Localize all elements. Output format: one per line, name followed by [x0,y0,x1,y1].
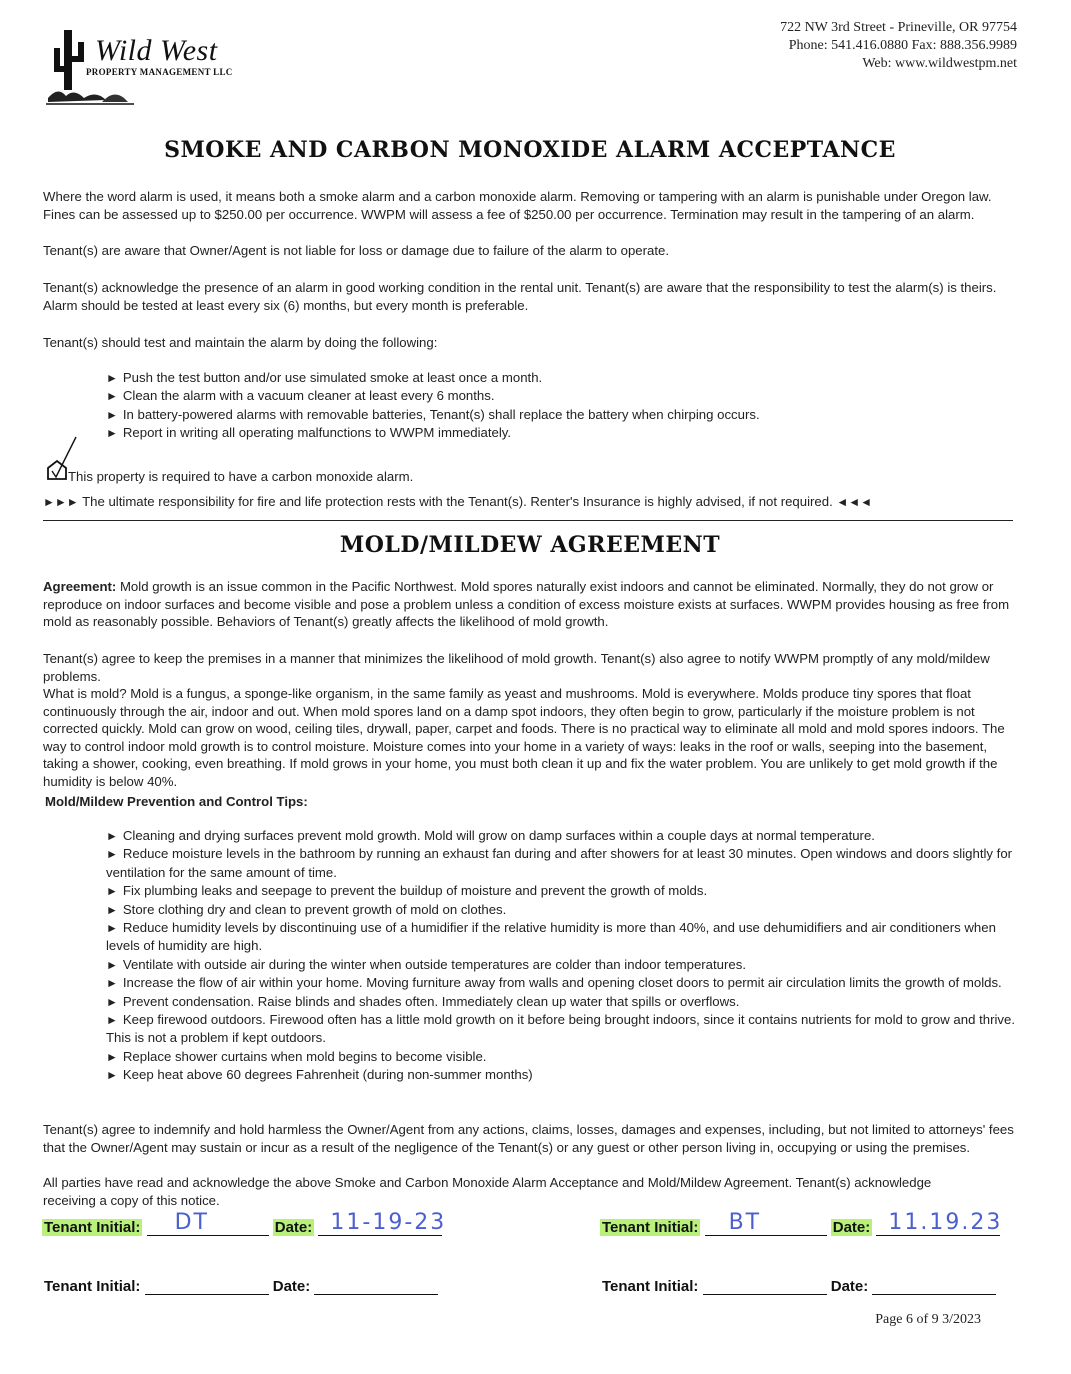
date-field[interactable] [314,1276,438,1295]
arrow-icon: ► [106,426,118,441]
date-field[interactable] [318,1210,447,1236]
list-item: ► Fix plumbing leaks and seepage to prevent the buildup of moisture and prevent the growth of molds. [106,883,708,899]
list-item: ► Reduce moisture levels in the bathroom by running an exhaust fan during and after showers for at least 30 minutes. Open windows and doors slightly for ventilation for the same amount of time. [106,846,1013,880]
list-item: ► Push the test button and/or use simulated smoke at least once a month. [106,370,543,385]
arrow-icon: ► [106,1049,118,1064]
arrow-icon: ► [106,976,118,991]
list-item: ► Store clothing dry and clean to prevent growth of mold on clothes. [106,901,507,917]
arrow-icon: ► [106,921,118,936]
alarm-paragraph-2: Tenant(s) are aware that Owner/Agent is not liable for loss or damage due to failure of the alarm to operate. [43,243,670,258]
list-item: ► Prevent condensation. Raise blinds and shades often. Immediately clean up water that spills or overflows. [106,993,740,1009]
tenant-initial-field[interactable] [147,1210,269,1236]
handwritten-date: 11.19.23 [888,1210,1003,1235]
signature-row-2-right [602,1276,996,1295]
page-number: Page 6 of 9 3/2023 [875,1312,981,1327]
mold-section-title: MOLD/MILDEW AGREEMENT [339,532,721,558]
mold-paragraph-2: Tenant(s) agree to keep the premises in a manner that minimizes the likelihood of mold growth. Tenant(s) also agree to notify WWPM promptly of any mold/mildew problems. [43,651,990,684]
date-field[interactable] [876,1210,1003,1236]
date-field[interactable] [872,1276,996,1295]
alarm-paragraph-4: Tenant(s) should test and maintain the alarm by doing the following: [43,335,438,350]
list-item: ► Ventilate with outside air during the winter when outside temperatures are colder than indoor temperatures. [106,956,746,972]
contact-address: 722 NW 3rd Street - Prineville, OR 97754 [780,20,1017,35]
list-item: ► Report in writing all operating malfunctions to WWPM immediately. [106,425,512,441]
tenant-initial-label: Tenant Initial: [602,1278,699,1295]
handwritten-date: 11-19-23 [330,1210,447,1235]
co-alarm-label: This property is required to have a carbon monoxide alarm. [68,469,414,484]
alarm-paragraph-3: Tenant(s) acknowledge the presence of an alarm in good working condition in the rental unit. Tenant(s) are aware that the responsibility to test the alarm(s) is theirs. Alarm should be tested at least every six (6) months, but every month is preferable. [43,280,997,313]
arrow-icon: ► [106,829,118,843]
arrow-icon: ► [106,371,118,385]
logo-name: Wild West [95,34,218,67]
tenant-initial-field[interactable] [145,1276,269,1295]
signature-row-1-left [42,1210,447,1236]
list-item: ► Increase the flow of air within your home. Moving furniture away from walls and opening closet doors to permit air circulation limits the growth of molds. [106,975,1002,991]
arrow-icon: ► [106,884,118,899]
contact-phone: Phone: 541.416.0880 Fax: 888.356.9989 [788,38,1017,53]
logo-subtitle: PROPERTY MANAGEMENT LLC [86,67,233,77]
tenant-initial-field[interactable] [705,1210,827,1236]
arrow-icon: ► [106,847,118,862]
list-item: ► Cleaning and drying surfaces prevent mold growth. Mold will grow on damp surfaces within a couple days at normal temperature. [106,828,875,843]
contact-block [780,19,1017,73]
list-item: ► Clean the alarm with a vacuum cleaner at least every 6 months. [106,388,495,404]
date-label: Date: [274,1219,313,1236]
indemnify-paragraph: Tenant(s) agree to indemnify and hold harmless the Owner/Agent from any actions, claims, losses, damages and expenses, including, but not limited to attorneys' fees that the Owner/Agent may sustain or incur as a result of the negligence of the Tenant(s) or any guest or other person living in, occupying or using the premises. [43,1122,1014,1155]
tenant-initial-label: Tenant Initial: [44,1219,141,1236]
date-label: Date: [272,1278,311,1295]
mold-agreement-paragraph: Agreement: Mold growth is an issue common in the Pacific Northwest. Mold spores naturally exist indoors and cannot be eliminated. Normally, they do not grow or reproduce on indoor surfaces and become visible and pose a problem unless a condition of excess moisture exists at surfaces. WWPM provides housing as free from mold as reasonably possible. Behaviors of Tenant(s) greatly affects the likelihood of mold growth. [43,579,1010,629]
contact-web: Web: www.wildwestpm.net [862,56,1017,71]
co-alarm-checkbox[interactable] [46,459,68,481]
list-item: ► Replace shower curtains when mold begins to become visible. [106,1048,487,1064]
arrow-icon: ► [106,957,118,972]
tenant-initial-label: Tenant Initial: [602,1219,699,1236]
handwritten-initial: BT [728,1210,762,1235]
arrow-icon: ► [106,1068,118,1083]
tenant-initial-field[interactable] [703,1276,827,1295]
handwritten-initial: DT [174,1210,209,1235]
section-divider [43,520,1013,521]
list-item: ► Reduce humidity levels by discontinuing use of a humidifier if the relative humidity is more than 40%, and use dehumidifiers and air conditioners when levels of humidity are high. [106,920,996,954]
arrow-icon: ► [106,1013,118,1028]
list-item: ► Keep firewood outdoors. Firewood often has a little mold growth on it before being brought indoors, since it contains nutrients for mold to grow and thrive. This is not a problem if kept outdoors. [106,1012,1016,1046]
triple-arrow-left-icon: ◄◄◄ [836,495,873,509]
signature-row-1-right [600,1210,1003,1236]
triple-arrow-icon: ►►► [43,495,79,509]
acknowledge-paragraph: All parties have read and acknowledge the above Smoke and Carbon Monoxide Alarm Acceptance and Mold/Mildew Agreement. Tenant(s) acknowledge receiving a copy of this notice. [43,1175,932,1208]
date-label: Date: [830,1278,869,1295]
arrow-icon: ► [106,389,118,404]
mold-paragraph-3: What is mold? Mold is a fungus, a sponge-like organism, in the same family as yeast and mushrooms. Mold is everywhere. Molds produce tiny spores that float continuously through the air, indoor and out. When mold spores land on a damp spot indoors, they often begin to grow, particularly if the moisture problem is not corrected quickly. Mold can grow on wood, ceiling tiles, drywall, paper, carpet and foods. There is no practical way to eliminate all mold and mold spores indoors. The way to control indoor mold growth is to control moisture. Moisture comes into your home in a variety of ways: leaks in the roof or walls, seeping into the basement, taking a shower, cooking, even breathing. If mold grows in your home, you must both clean it up and fix the water problem. You are unlikely to get mold growth if the humidity is below 40%. [43,686,1005,789]
tenant-initial-label: Tenant Initial: [44,1278,141,1295]
responsibility-line: ►►► The ultimate responsibility for fire and life protection rests with the Tenant(s). Renter's Insurance is highly advised, if not required. ◄◄◄ [43,494,873,509]
tips-list [106,827,1016,1085]
alarm-paragraph-1: Where the word alarm is used, it means both a smoke alarm and a carbon monoxide alarm. Removing or tampering with an alarm is punishable under Oregon law. Fines can be assessed up to $250.00 per occurrence. WWPM will assess a fee of $250.00 per occurrence. Termination may result in the tampering of an alarm. [43,189,992,222]
list-item: ► In battery-powered alarms with removable batteries, Tenant(s) shall replace the battery when chirping occurs. [106,406,760,422]
tips-heading: Mold/Mildew Prevention and Control Tips: [45,794,308,809]
list-item: ► Keep heat above 60 degrees Fahrenheit (during non-summer months) [106,1067,533,1083]
date-label: Date: [832,1219,871,1236]
arrow-icon: ► [106,407,118,422]
arrow-icon: ► [106,994,118,1009]
signature-row-2-left [44,1276,438,1295]
alarm-section-title: SMOKE AND CARBON MONOXIDE ALARM ACCEPTANCE [164,137,896,163]
arrow-icon: ► [106,902,118,917]
alarm-bullet-list [106,369,1016,443]
